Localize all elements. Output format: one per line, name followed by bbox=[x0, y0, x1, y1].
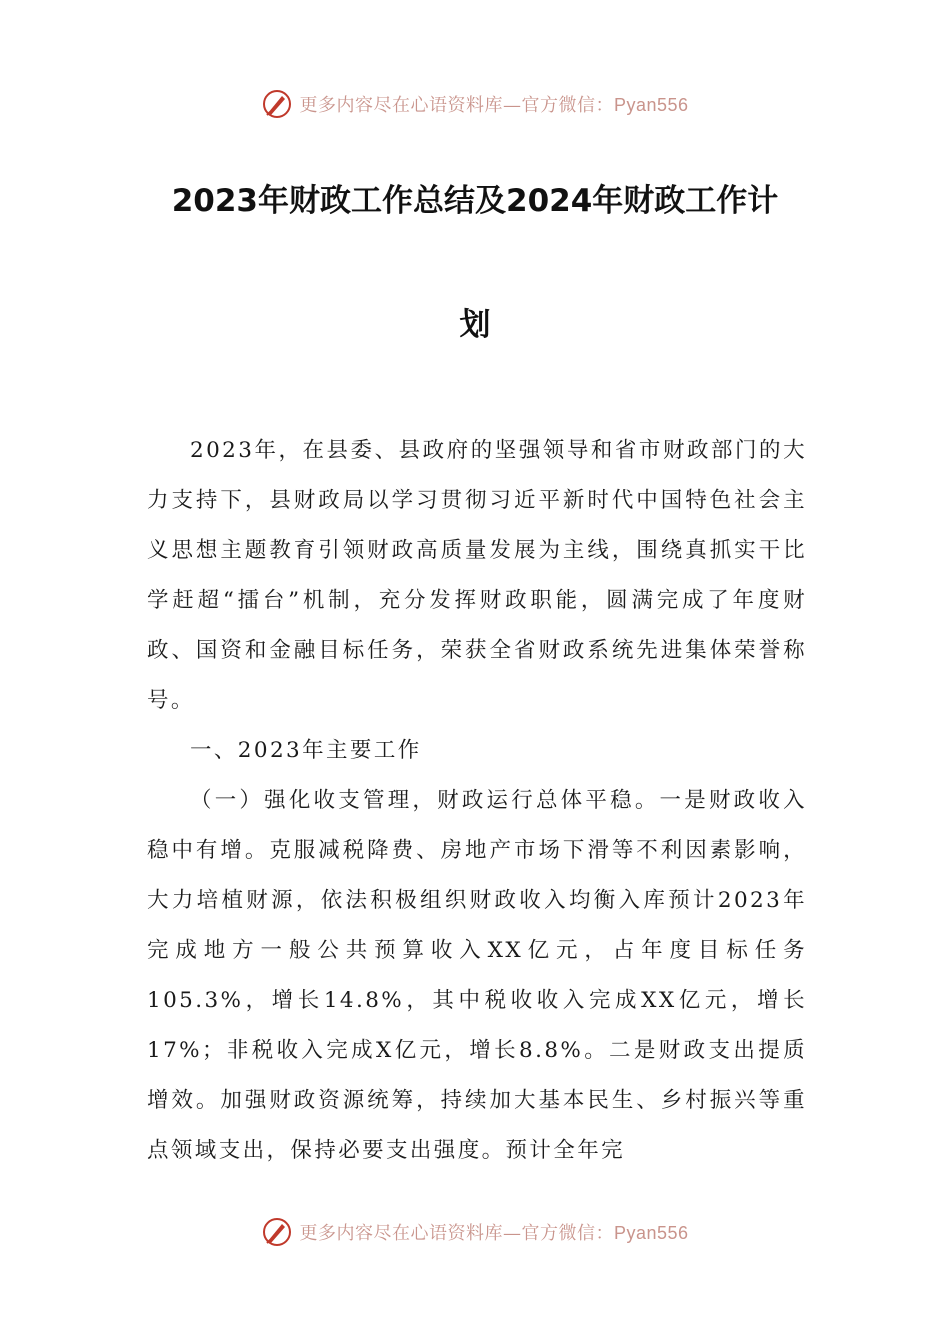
watermark-text: 更多内容尽在心语资料库—官方微信：Pyan556 bbox=[299, 1223, 689, 1244]
watermark-text: 更多内容尽在心语资料库—官方微信：Pyan556 bbox=[299, 95, 689, 116]
header-watermark bbox=[0, 84, 950, 124]
wechat-id: Pyan556 bbox=[613, 1223, 689, 1243]
footer-watermark bbox=[0, 1212, 950, 1252]
section-heading: 一、2023年主要工作 bbox=[190, 738, 422, 763]
paragraph-intro: 2023年，在县委、县政府的坚强领导和省市财政部门的大力支持下，县财政局以学习贯彻习近平新时代中国特色社会主义思想主题教育引领财政高质量发展为主线，围绕真抓实干比学赶超“擂台”机制，充分发挥财政职能，圆满完成了年度财政、国资和金融目标任务，荣获全省财政系统先进集体荣誉称号。 bbox=[147, 438, 807, 713]
document-title-line1: 2023年财政工作总结及2024年财政工作计 bbox=[171, 183, 779, 219]
quill-logo-icon bbox=[261, 88, 293, 120]
quill-logo-icon bbox=[261, 1216, 293, 1248]
document-title-line2: 划 bbox=[459, 307, 491, 343]
paragraph-revenue: （一）强化收支管理，财政运行总体平稳。一是财政收入稳中有增。克服减税降费、房地产市场下滑等不利因素影响，大力培植财源，依法积极组织财政收入均衡入库预计2023年完成地方一般公共预算收入XX亿元，占年度目标任务105.3%，增长14.8%，其中税收收入完成XX亿元，增长17%；非税收入完成X亿元，增长8.8%。二是财政支出提质增效。加强财政资源统筹，持续加大基本民生、乡村振兴等重点领域支出，保持必要支出强度。预计全年完 bbox=[147, 788, 807, 1163]
wechat-id: Pyan556 bbox=[613, 95, 689, 115]
document-body bbox=[147, 426, 807, 1176]
